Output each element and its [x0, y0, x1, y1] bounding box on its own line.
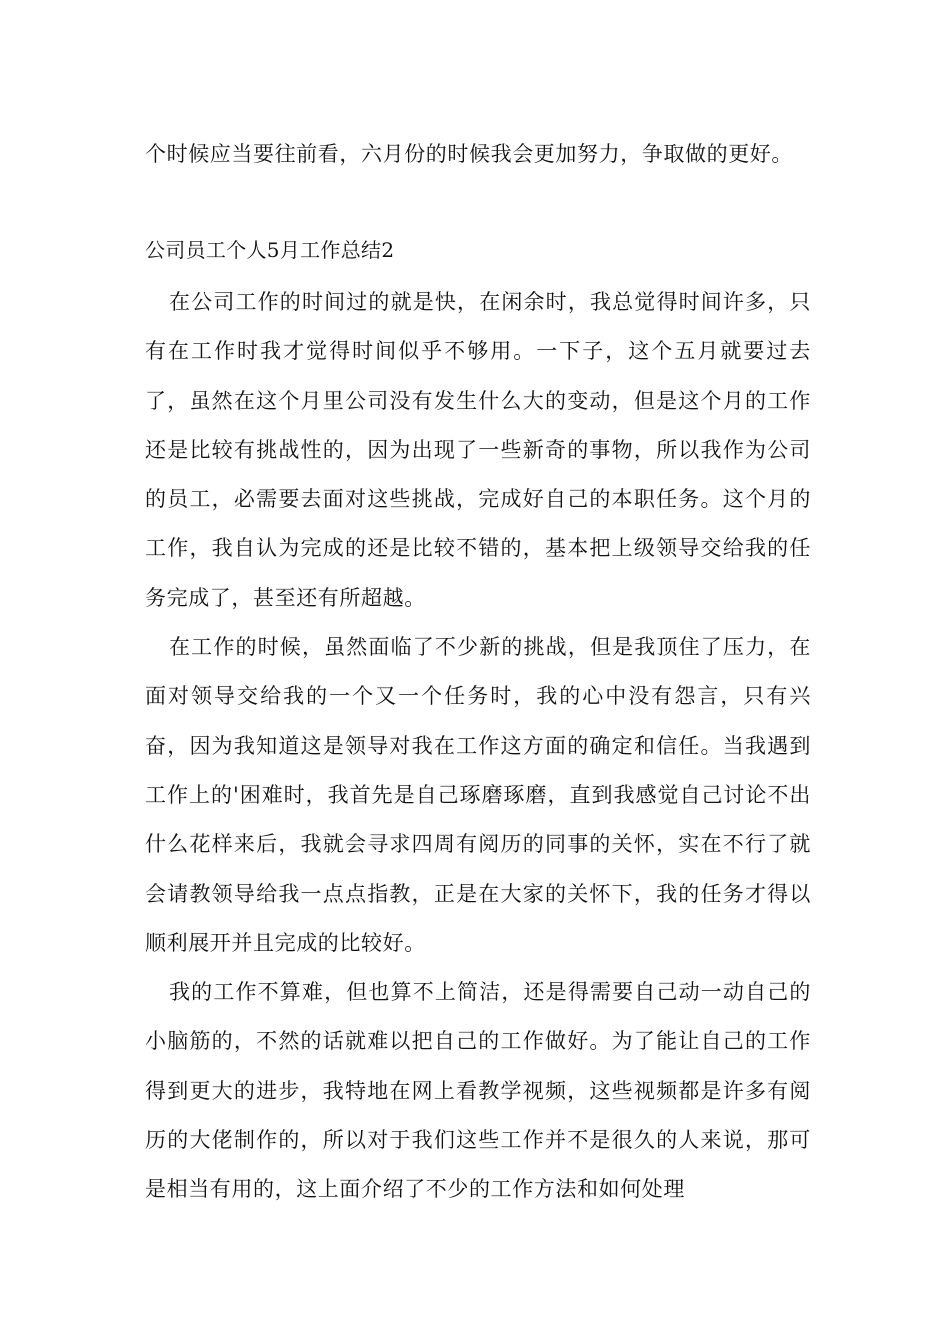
paragraph-1: 在公司工作的时间过的就是快，在闲余时，我总觉得时间许多，只有在工作时我才觉得时间似乎不够用。一下子，这个五月就要过去了，虽然在这个月里公司没有发生什么大的变动，但是这个月的工作还是比较有挑战性的，因为出现了一些新奇的事物，所以我作为公司的员工，必需要去面对这些挑战，完成好自己的本职任务。这个月的工作，我自认为完成的还是比较不错的，基本把上级领导交给我的任务完成了，甚至还有所超越。: [145, 290, 811, 610]
section-title: 公司员工个人5月工作总结2: [145, 238, 395, 262]
paragraph-3: 我的工作不算难，但也算不上简洁，还是得需要自己动一动自己的小脑筋的，不然的话就难以把自己的工作做好。为了能让自己的工作得到更大的进步，我特地在网上看教学视频，这些视频都是许多有阅历的大佬制作的，所以对于我们这些工作并不是很久的人来说，那可是相当有用的，这上面介绍了不少的工作方法和如何处理: [145, 980, 811, 1202]
carry-over-line: 个时候应当要往前看，六月份的时候我会更加努力，争取做的更好。: [145, 142, 793, 166]
body-text: [145, 278, 811, 1215]
paragraph-2: 在工作的时候，虽然面临了不少新的挑战，但是我顶住了压力，在面对领导交给我的一个又一个任务时，我的心中没有怨言，只有兴奋，因为我知道这是领导对我在工作这方面的确定和信任。当我遇到工作上的'困难时，我首先是自己琢磨琢磨，直到我感觉自己讨论不出什么花样来后，我就会寻求四周有阅历的同事的关怀，实在不行了就会请教领导给我一点点指教，正是在大家的关怀下，我的任务才得以顺利展开并且完成的比较好。: [145, 635, 811, 955]
